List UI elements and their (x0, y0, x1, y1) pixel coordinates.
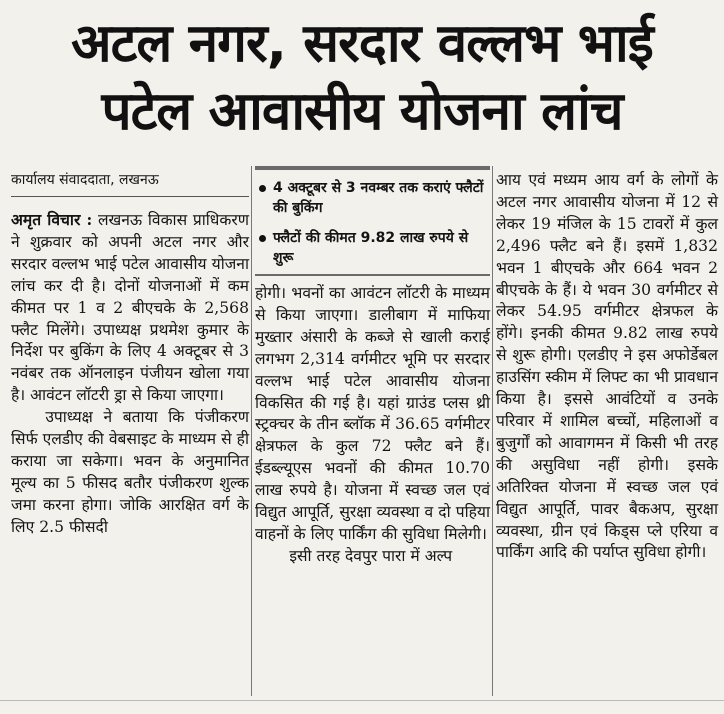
headline (0, 10, 724, 146)
article-column-1 (11, 170, 249, 539)
article-paragraph (11, 209, 249, 407)
article-paragraph: होगी। भवनों का आवंटन लॉटरी के माध्यम से किया जाएगा। डालीबाग में माफिया मुख्तार अंसारी के कब्जे से खाली कराई लगभग 2,314 वर्गमीटर भूमि पर सरदार वल्लभ भाई पटेल आवासीय योजना विकसित की गई है। यहां ग्राउंड प्लस थ्री स्ट्रक्चर के तीन ब्लॉक में 36.65 वर्गमीटर क्षेत्रफल के कुल 72 फ्लैट बने हैं। ईडब्ल्यूएस भवनों की कीमत 10.70 लाख रुपये है। योजना में स्वच्छ जल एवं विद्युत आपूर्ति, सुरक्षा व्यवस्था व दो पहिया वाहनों के लिए पार्किंग की सुविधा मिलेगी। (255, 284, 490, 543)
column-divider (492, 166, 493, 696)
highlight-item (259, 228, 486, 268)
page-bottom-edge (0, 700, 724, 714)
paragraph-text: लखनऊ विकास प्राधिकरण ने शुक्रवार को अपनी अटल नगर और सरदार वल्लभ भाई पटेल आवासीय योजना लांच कर दी है। दोनों योजनाओं में कम कीमत पर 1 व 2 बीएचके के 2,568 फ्लैट मिलेंगे। उपाध्यक्ष प्रथमेश कुमार के निर्देश पर बुकिंग के लिए 4 अक्टूबर से 3 नवंबर तक ऑनलाइन पंजीयन खोला गया है। आवंटन लॉटरी ड्रा से किया जाएगा। (11, 211, 249, 405)
highlights-box (255, 166, 490, 276)
headline-line-2: पटेल आवासीय योजना लांच (101, 81, 623, 142)
bullet-icon (259, 235, 266, 242)
bullet-icon (259, 185, 266, 192)
article-paragraph: आय एवं मध्यम आय वर्ग के लोगों के अटल नगर आवासीय योजना में 12 से लेकर 19 मंजिल के 15 टावरों में कुल 2,496 फ्लैट बने हैं। इसमें 1,832 भवन 1 बीएचके और 664 भवन 2 बीएचके के हैं। ये भवन 30 वर्गमीटर से लेकर 54.95 वर्गमीटर क्षेत्रफल के होंगे। इनकी कीमत 9.82 लाख रुपये से शुरू होगी। एलडीए ने इस अफोर्डेबल हाउसिंग स्कीम में लिफ्ट का भी प्रावधान किया है। इससे आवंटियों व उनके परिवार में शामिल बच्चों, महिलाओं व बुजुर्गों को आवागमन में किसी भी तरह की असुविधा नहीं होगी। इसके अतिरिक्त योजना में स्वच्छ जल एवं विद्युत आपूर्ति, पावर बैकअप, सुरक्षा व्यवस्था, ग्रीन एवं किड्स प्ले एरिया व पार्किंग आदि की पर्याप्त सुविधा होगी। (496, 171, 718, 562)
dateline: अमृत विचार : (11, 210, 93, 229)
article-paragraph: इसी तरह देवपुर पारा में अल्प (289, 546, 453, 565)
byline: कार्यालय संवाददाता, लखनऊ (11, 170, 249, 197)
highlight-item (259, 178, 486, 218)
article-column-3 (496, 170, 718, 564)
column-divider (251, 166, 252, 696)
highlight-text: फ्लैटों की कीमत 9.82 लाख रुपये से शुरू (273, 230, 469, 266)
headline-line-1: अटल नगर, सरदार वल्लभ भाई (71, 13, 653, 74)
highlight-text: 4 अक्टूबर से 3 नवम्बर तक कराएं फ्लैटों की बुकिंग (273, 180, 484, 216)
article-paragraph: उपाध्यक्ष ने बताया कि पंजीकरण सिर्फ एलडीए की वेबसाइट के माध्यम से ही कराया जा सकेगा। भवन के अनुमानित मूल्य का 5 फीसद बतौर पंजीकरण शुल्क जमा करना होगा। जोकि आरक्षित वर्ग के लिए 2.5 फीसदी (11, 408, 249, 536)
article-column-2 (255, 283, 490, 568)
